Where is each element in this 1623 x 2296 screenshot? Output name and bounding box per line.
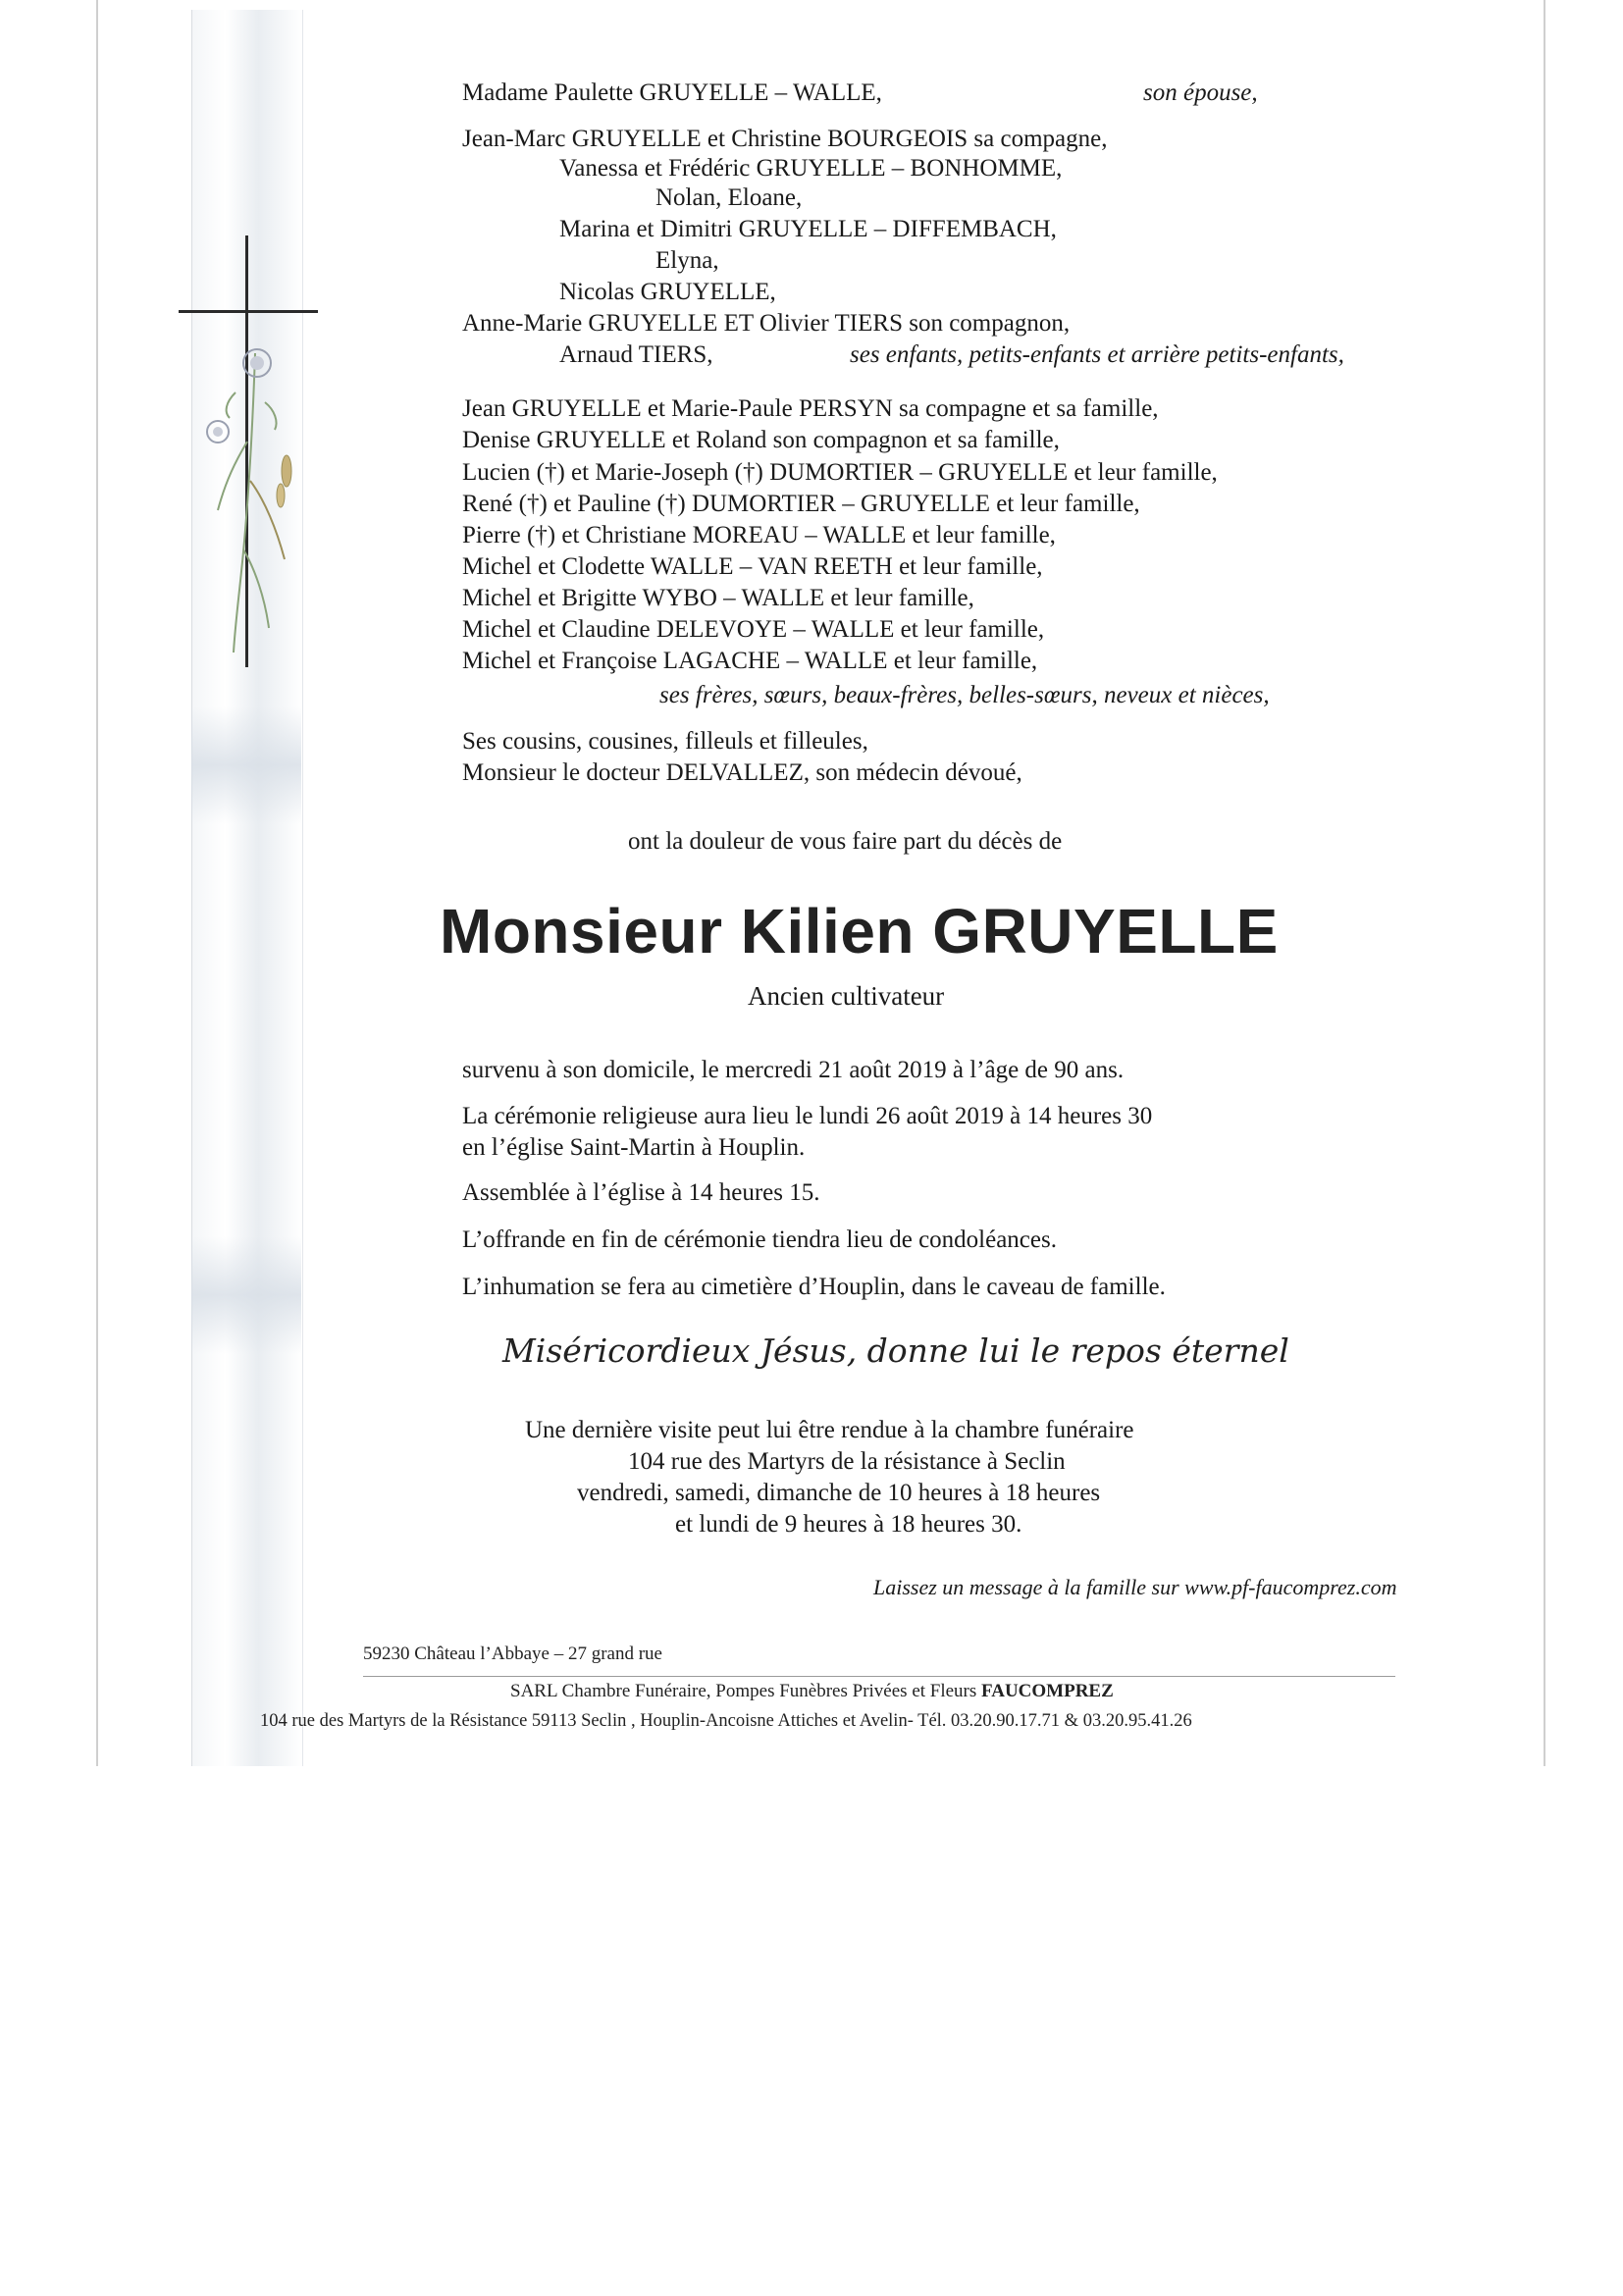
sibling-line: René (†) et Pauline (†) DUMORTIER – GRUYELLE et leur famille, xyxy=(462,491,1140,517)
deceased-name: Monsieur Kilien GRUYELLE xyxy=(440,896,1279,966)
detail-line: survenu à son domicile, le mercredi 21 août 2019 à l’âge de 90 ans. xyxy=(462,1057,1125,1083)
sibling-line: Michel et Clodette WALLE – VAN REETH et leur famille, xyxy=(462,553,1043,580)
visit-line: 104 rue des Martyrs de la résistance à Seclin xyxy=(628,1448,1066,1475)
detail-line: L’offrande en fin de cérémonie tiendra lieu de condoléances. xyxy=(462,1226,1057,1253)
family-line: Marina et Dimitri GRUYELLE – DIFFEMBACH, xyxy=(559,216,1057,242)
footer-address: 59230 Château l’Abbaye – 27 grand rue xyxy=(363,1644,662,1664)
company-prefix: SARL Chambre Funéraire, Pompes Funèbres Privées et Fleurs xyxy=(510,1681,977,1701)
sibling-line: Pierre (†) et Christiane MOREAU – WALLE et leur famille, xyxy=(462,522,1056,548)
company-name: FAUCOMPREZ xyxy=(981,1681,1114,1701)
children-role: ses enfants, petits-enfants et arrière petits-enfants, xyxy=(850,341,1344,368)
detail-line: en l’église Saint-Martin à Houplin. xyxy=(462,1134,806,1161)
footer-contact: 104 rue des Martyrs de la Résistance 59113 Seclin , Houplin-Ancoisne Attiches et Avelin- Tél. 03.20.90.17.71 & 03.20.95.41.26 xyxy=(260,1711,1192,1731)
spouse-line: Madame Paulette GRUYELLE – WALLE, xyxy=(462,79,882,106)
visit-line: et lundi de 9 heures à 18 heures 30. xyxy=(675,1511,1022,1538)
family-line: Jean-Marc GRUYELLE et Christine BOURGEOIS sa compagne, xyxy=(462,126,1108,152)
family-line: Nolan, Eloane, xyxy=(655,184,803,211)
visit-line: vendredi, samedi, dimanche de 10 heures à 18 heures xyxy=(577,1480,1101,1506)
family-line: Arnaud TIERS, xyxy=(559,341,713,368)
prayer-line: Miséricordieux Jésus, donne lui le repos éternel xyxy=(502,1331,1289,1370)
sibling-line: Jean GRUYELLE et Marie-Paule PERSYN sa compagne et sa famille, xyxy=(462,395,1159,422)
page-edge-right xyxy=(1544,0,1545,1766)
detail-line: L’inhumation se fera au cimetière d’Houplin, dans le caveau de famille. xyxy=(462,1274,1166,1300)
intro-line: ont la douleur de vous faire part du décès de xyxy=(628,828,1063,855)
spouse-role: son épouse, xyxy=(1143,79,1258,106)
others-line: Monsieur le docteur DELVALLEZ, son médecin dévoué, xyxy=(462,759,1022,786)
sibling-line: Michel et Françoise LAGACHE – WALLE et leur famille, xyxy=(462,648,1038,674)
cross-icon-bar xyxy=(179,310,318,313)
sibling-line: Denise GRUYELLE et Roland son compagnon et sa famille, xyxy=(462,427,1060,453)
detail-line: La cérémonie religieuse aura lieu le lundi 26 août 2019 à 14 heures 30 xyxy=(462,1103,1153,1129)
footer-company xyxy=(510,1681,1114,1702)
family-line: Vanessa et Frédéric GRUYELLE – BONHOMME, xyxy=(559,155,1063,182)
flower-icon xyxy=(196,334,314,657)
sibling-line: Lucien (†) et Marie-Joseph (†) DUMORTIER – GRUYELLE et leur famille, xyxy=(462,459,1218,486)
footer-divider xyxy=(363,1676,1395,1677)
page-edge-left xyxy=(96,0,98,1766)
others-line: Ses cousins, cousines, filleuls et filleules, xyxy=(462,728,868,755)
ribbon-shade xyxy=(191,706,301,824)
visit-line: Une dernière visite peut lui être rendue à la chambre funéraire xyxy=(525,1417,1134,1443)
detail-line: Assemblée à l’église à 14 heures 15. xyxy=(462,1179,820,1206)
family-line: Elyna, xyxy=(655,247,719,274)
sibling-line: Michel et Claudine DELEVOYE – WALLE et leur famille, xyxy=(462,616,1045,643)
ribbon-shade xyxy=(191,1236,301,1354)
siblings-role: ses frères, sœurs, beaux-frères, belles-sœurs, neveux et nièces, xyxy=(659,682,1270,708)
family-line: Nicolas GRUYELLE, xyxy=(559,279,776,305)
family-line: Anne-Marie GRUYELLE ET Olivier TIERS son compagnon, xyxy=(462,310,1071,337)
message-link[interactable]: Laissez un message à la famille sur www.pf-faucomprez.com xyxy=(873,1575,1397,1599)
sibling-line: Michel et Brigitte WYBO – WALLE et leur famille, xyxy=(462,585,974,611)
deceased-occupation: Ancien cultivateur xyxy=(748,981,945,1011)
